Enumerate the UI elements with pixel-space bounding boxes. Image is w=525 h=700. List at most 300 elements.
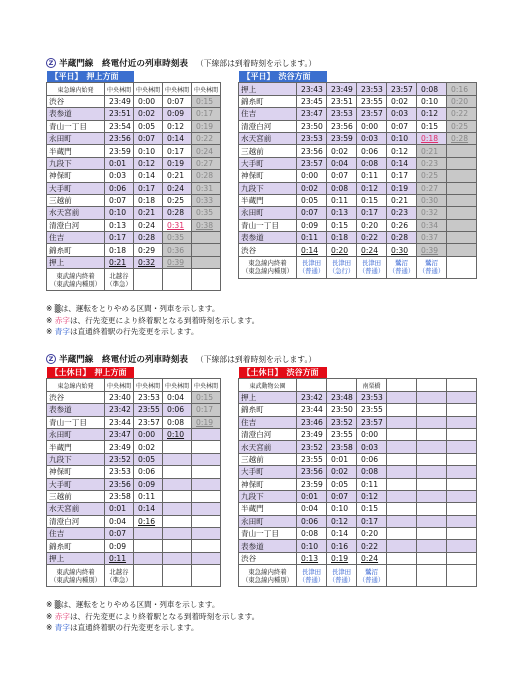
time-cell: 23:57 (297, 157, 327, 169)
time-cell: 23:42 (297, 391, 327, 403)
time-cell: 0:33 (192, 194, 221, 206)
time-cell: 0:02 (327, 466, 357, 478)
time-cell (447, 157, 477, 169)
header-cell (327, 379, 357, 391)
time-cell: 0:25 (417, 170, 447, 182)
footer-destination: 長津田 （普通） (357, 256, 387, 278)
time-cell: 0:01 (297, 490, 327, 502)
time-cell (387, 404, 417, 416)
time-cell: 0:35 (192, 207, 221, 219)
note-highlight: 青字 (54, 623, 70, 632)
time-cell: 0:24 (163, 182, 192, 194)
time-cell: 23:55 (327, 428, 357, 440)
station-label: 半蔵門 (241, 196, 264, 206)
station-name (47, 404, 105, 416)
time-cell: 0:22 (357, 232, 387, 244)
time-cell: 0:08 (297, 528, 327, 540)
header-cell: 中央林間 (105, 379, 134, 391)
time-cell: 0:00 (357, 120, 387, 132)
station-label: 水天宮前 (241, 442, 272, 452)
header-cell: 中央林間 (134, 379, 163, 391)
time-cell: 23:49 (105, 441, 134, 453)
time-cell: 0:32 (417, 207, 447, 219)
time-cell: 0:03 (357, 441, 387, 453)
table-row (47, 120, 221, 132)
note-highlight: 赤字 (54, 611, 70, 621)
time-cell (447, 182, 477, 194)
time-cell: 0:10 (105, 207, 134, 219)
time-cell: 0:07 (327, 490, 357, 502)
table-row (239, 515, 477, 527)
time-cell: 23:59 (327, 132, 357, 144)
time-cell (447, 219, 477, 231)
table-row (47, 232, 221, 244)
time-cell: 0:13 (105, 219, 134, 231)
station-name (47, 441, 105, 453)
time-cell (192, 453, 221, 465)
table-row (47, 182, 221, 194)
table-row (47, 391, 221, 403)
station-label: 清澄白河 (241, 121, 272, 131)
weekday-oshiage-table (46, 71, 221, 291)
time-cell: 23:53 (105, 466, 134, 478)
time-cell (417, 490, 447, 502)
weekday-title: Z 半蔵門線 終電付近の列車時刻表 （下線部は到着時刻を示します。） (46, 57, 316, 69)
station-label: 三越前 (241, 454, 264, 464)
time-cell (134, 552, 163, 564)
time-cell: 0:21 (134, 207, 163, 219)
time-cell: 0:13 (297, 552, 327, 564)
time-cell: 23:47 (297, 108, 327, 120)
station-name (239, 552, 297, 564)
time-cell: 23:57 (357, 416, 387, 428)
station-label: 押上 (49, 258, 65, 268)
station-label: 錦糸町 (49, 245, 72, 255)
note-line: ※ 赤字は、行先変更により終着駅となる到着時刻を示します。 (46, 611, 260, 621)
time-cell: 0:04 (163, 391, 192, 403)
time-cell (192, 244, 221, 256)
footer-destination (387, 565, 417, 587)
header-cell (417, 379, 447, 391)
header-cell: 中央林間 (163, 379, 192, 391)
time-cell: 0:19 (163, 157, 192, 169)
table-row (239, 466, 477, 478)
time-cell: 0:12 (327, 515, 357, 527)
time-cell: 23:56 (297, 145, 327, 157)
time-cell: 23:58 (105, 490, 134, 502)
table-row (239, 528, 477, 540)
time-cell: 23:58 (327, 441, 357, 453)
time-cell: 0:14 (134, 170, 163, 182)
station-label: 渋谷 (241, 245, 257, 255)
station-label: 永田町 (241, 516, 264, 526)
time-cell (417, 391, 447, 403)
station-name (47, 182, 105, 194)
time-cell: 23:53 (134, 391, 163, 403)
time-cell (134, 528, 163, 540)
station-name (47, 170, 105, 182)
time-cell: 23:55 (297, 453, 327, 465)
table-row (47, 194, 221, 206)
time-cell: 0:12 (163, 120, 192, 132)
time-cell (387, 540, 417, 552)
time-cell: 0:02 (134, 441, 163, 453)
blank-cell (134, 367, 221, 379)
time-cell (192, 552, 221, 564)
table-row (239, 145, 477, 157)
holiday-notes (46, 599, 259, 634)
hanzomon-line-icon: Z (46, 354, 56, 364)
station-name (47, 157, 105, 169)
table-label: 【土休日】 押上方面 (47, 367, 134, 379)
station-label: 半蔵門 (241, 504, 264, 514)
time-cell: 0:16 (327, 540, 357, 552)
time-cell (134, 540, 163, 552)
time-cell (447, 540, 477, 552)
time-cell: 23:59 (105, 145, 134, 157)
station-name (47, 207, 105, 219)
table-row (47, 157, 221, 169)
station-name (239, 478, 297, 490)
footer-label: 東急線内終着 （東急線内種別） (239, 565, 297, 587)
time-cell (447, 428, 477, 440)
station-label: 九段下 (49, 454, 72, 464)
time-cell: 0:39 (417, 244, 447, 256)
time-cell: 0:07 (134, 132, 163, 144)
time-cell: 0:11 (357, 170, 387, 182)
station-name (239, 145, 297, 157)
table-row (47, 207, 221, 219)
time-cell (387, 528, 417, 540)
table-label: 【土休日】 渋谷方面 (239, 367, 327, 379)
time-cell: 0:27 (417, 182, 447, 194)
time-cell (163, 528, 192, 540)
station-label: 表参道 (49, 405, 72, 415)
note-text: は、行先変更により終着駅となる到着時刻を示します。 (69, 315, 260, 325)
time-cell: 0:09 (297, 219, 327, 231)
time-cell (447, 503, 477, 515)
station-name (239, 391, 297, 403)
time-cell (447, 404, 477, 416)
table-row (47, 428, 221, 440)
table-row (47, 466, 221, 478)
table-row (239, 540, 477, 552)
time-cell: 23:52 (105, 453, 134, 465)
time-cell: 23:50 (297, 120, 327, 132)
station-label: 三越前 (241, 146, 264, 156)
time-cell: 0:22 (447, 108, 477, 120)
time-cell: 0:12 (387, 145, 417, 157)
time-cell: 0:11 (327, 194, 357, 206)
time-cell: 0:14 (387, 157, 417, 169)
time-cell: 0:00 (134, 95, 163, 107)
weekday-shibuya-table (238, 71, 477, 279)
time-cell: 0:11 (297, 232, 327, 244)
station-name (47, 132, 105, 144)
time-cell: 23:57 (357, 108, 387, 120)
station-name (239, 528, 297, 540)
time-cell: 0:01 (105, 157, 134, 169)
time-cell: 0:02 (297, 182, 327, 194)
note-line: ※ 赤字は、行先変更により終着駅となる到着時刻を示します。 (46, 315, 260, 325)
time-cell: 0:07 (105, 194, 134, 206)
time-cell: 23:42 (105, 404, 134, 416)
station-name (47, 391, 105, 403)
time-cell: 0:15 (357, 194, 387, 206)
time-cell (192, 515, 221, 527)
station-label: 青山一丁目 (49, 121, 87, 131)
time-cell (163, 441, 192, 453)
table-row (239, 478, 477, 490)
station-label: 表参道 (49, 109, 72, 119)
table-row (47, 95, 221, 107)
note-highlight: 青字 (54, 327, 70, 336)
time-cell (447, 441, 477, 453)
footer-destination: 長津田 （普通） (297, 256, 327, 278)
header-cell (387, 379, 417, 391)
time-cell (387, 428, 417, 440)
time-cell: 0:18 (105, 244, 134, 256)
time-cell: 0:29 (134, 244, 163, 256)
time-cell: 0:31 (163, 219, 192, 231)
time-cell: 0:24 (357, 552, 387, 564)
station-name (239, 540, 297, 552)
time-cell (192, 466, 221, 478)
time-cell: 0:14 (297, 244, 327, 256)
footer-destination (134, 269, 163, 291)
time-cell: 0:17 (163, 145, 192, 157)
time-cell: 0:04 (297, 503, 327, 515)
time-cell: 0:24 (192, 145, 221, 157)
time-cell (192, 528, 221, 540)
station-name (47, 145, 105, 157)
time-cell: 23:55 (357, 404, 387, 416)
station-label: 大手町 (49, 183, 72, 193)
time-cell: 0:00 (134, 428, 163, 440)
station-name (47, 108, 105, 120)
time-cell: 0:28 (163, 207, 192, 219)
time-cell (163, 478, 192, 490)
station-label: 神保町 (241, 171, 264, 181)
time-cell (447, 145, 477, 157)
time-cell (417, 540, 447, 552)
table-row (239, 108, 477, 120)
station-name (47, 503, 105, 515)
time-cell: 23:43 (297, 83, 327, 95)
station-name (47, 515, 105, 527)
table-row (239, 120, 477, 132)
footer-destination (192, 269, 221, 291)
time-cell: 0:23 (417, 157, 447, 169)
time-cell (192, 441, 221, 453)
table-row (239, 244, 477, 256)
time-cell: 0:17 (192, 404, 221, 416)
header-cell (297, 379, 327, 391)
time-cell: 0:27 (192, 157, 221, 169)
station-name (239, 515, 297, 527)
station-label: 住吉 (241, 109, 257, 119)
time-cell: 23:50 (327, 404, 357, 416)
time-cell: 0:16 (134, 515, 163, 527)
station-name (47, 466, 105, 478)
time-cell: 23:44 (105, 416, 134, 428)
time-cell (417, 503, 447, 515)
time-cell: 0:26 (387, 219, 417, 231)
time-cell (387, 503, 417, 515)
time-cell: 0:20 (357, 219, 387, 231)
time-cell (447, 466, 477, 478)
station-name (239, 416, 297, 428)
time-cell: 0:07 (387, 120, 417, 132)
table-row (47, 219, 221, 231)
table-row (239, 441, 477, 453)
station-name (239, 120, 297, 132)
time-cell (192, 232, 221, 244)
station-name (47, 428, 105, 440)
time-cell: 0:06 (134, 466, 163, 478)
table-row (47, 145, 221, 157)
station-label: 表参道 (241, 233, 264, 243)
table-row (47, 528, 221, 540)
time-cell: 0:20 (357, 528, 387, 540)
table-row (239, 490, 477, 502)
station-label: 押上 (49, 554, 65, 564)
table-row (239, 95, 477, 107)
station-label: 水天宮前 (49, 208, 80, 218)
time-cell: 0:07 (163, 95, 192, 107)
time-cell (163, 453, 192, 465)
time-cell (417, 441, 447, 453)
time-cell: 0:28 (447, 132, 477, 144)
table-label: 【平日】 押上方面 (47, 71, 134, 83)
time-cell: 0:11 (134, 490, 163, 502)
time-cell: 0:18 (417, 132, 447, 144)
time-cell (387, 490, 417, 502)
time-cell (387, 416, 417, 428)
footer-destination (192, 565, 221, 587)
time-cell: 0:20 (447, 95, 477, 107)
time-cell: 0:11 (357, 478, 387, 490)
time-cell: 0:17 (134, 182, 163, 194)
time-cell: 0:36 (163, 244, 192, 256)
time-cell: 23:52 (297, 441, 327, 453)
footer-destination (163, 565, 192, 587)
time-cell: 23:51 (327, 95, 357, 107)
note-text: は、行先変更により終着駅となる到着時刻を示します。 (69, 611, 260, 621)
time-cell: 0:06 (105, 182, 134, 194)
blank-cell (327, 71, 477, 83)
footer-destination: 北越谷 （準急） (105, 269, 134, 291)
note-line (46, 599, 259, 611)
time-cell: 0:28 (387, 232, 417, 244)
time-cell: 23:55 (357, 95, 387, 107)
station-name (47, 244, 105, 256)
time-cell: 0:21 (387, 194, 417, 206)
time-cell: 0:05 (134, 120, 163, 132)
time-cell (192, 540, 221, 552)
station-label: 大手町 (241, 467, 264, 477)
time-cell: 0:06 (163, 404, 192, 416)
time-cell: 0:05 (327, 478, 357, 490)
time-cell: 0:24 (134, 219, 163, 231)
time-cell (417, 515, 447, 527)
footer-destination: 鷺沼 （普通） (387, 256, 417, 278)
time-cell: 0:30 (417, 194, 447, 206)
time-cell: 23:53 (357, 83, 387, 95)
table-row (239, 232, 477, 244)
blank-cell (327, 367, 477, 379)
table-row (47, 490, 221, 502)
time-cell: 0:08 (163, 416, 192, 428)
time-cell: 0:25 (163, 194, 192, 206)
time-cell (447, 478, 477, 490)
time-cell: 0:01 (327, 453, 357, 465)
station-name (47, 478, 105, 490)
holiday-shibuya-table (238, 367, 477, 587)
time-cell: 23:49 (297, 428, 327, 440)
time-cell (387, 478, 417, 490)
time-cell: 0:18 (134, 194, 163, 206)
time-cell: 0:19 (327, 552, 357, 564)
table-row (239, 157, 477, 169)
note-line: ※ 青字は直通終着駅の行先変更を示します。 (46, 623, 199, 632)
station-name (47, 95, 105, 107)
time-cell: 23:56 (105, 132, 134, 144)
time-cell: 0:09 (163, 108, 192, 120)
station-label: 渋谷 (49, 392, 65, 402)
time-cell: 23:56 (297, 466, 327, 478)
time-cell (447, 232, 477, 244)
time-cell: 0:02 (134, 108, 163, 120)
time-cell: 23:53 (357, 391, 387, 403)
table-row (47, 453, 221, 465)
note-text: は直通終着駅の行先変更を示します。 (69, 623, 199, 632)
station-label: 表参道 (241, 541, 264, 551)
time-cell: 0:08 (327, 182, 357, 194)
time-cell: 23:46 (297, 416, 327, 428)
table-row (47, 404, 221, 416)
time-cell: 0:04 (105, 515, 134, 527)
station-label: 水天宮前 (49, 504, 80, 514)
time-cell: 23:56 (327, 120, 357, 132)
time-cell: 0:08 (357, 157, 387, 169)
time-cell: 0:05 (134, 453, 163, 465)
station-name (239, 108, 297, 120)
time-cell: 23:48 (327, 391, 357, 403)
station-label: 大手町 (49, 479, 72, 489)
time-cell (192, 428, 221, 440)
time-cell (417, 453, 447, 465)
time-cell: 0:08 (357, 466, 387, 478)
footer-destination: 長津田 （普通） (327, 565, 357, 587)
table-row (239, 83, 477, 95)
header-cell: 中央林間 (192, 379, 221, 391)
time-cell: 0:02 (327, 145, 357, 157)
time-cell: 0:15 (192, 95, 221, 107)
time-cell (163, 466, 192, 478)
table-row (239, 219, 477, 231)
table-label: 【平日】 渋谷方面 (239, 71, 327, 83)
station-label: 半蔵門 (49, 442, 72, 452)
time-cell: 0:10 (327, 503, 357, 515)
header-cell (447, 379, 477, 391)
time-cell: 0:39 (163, 256, 192, 268)
time-cell: 0:19 (192, 416, 221, 428)
time-cell (387, 466, 417, 478)
station-label: 九段下 (241, 183, 264, 193)
time-cell: 23:51 (105, 108, 134, 120)
time-cell (417, 528, 447, 540)
